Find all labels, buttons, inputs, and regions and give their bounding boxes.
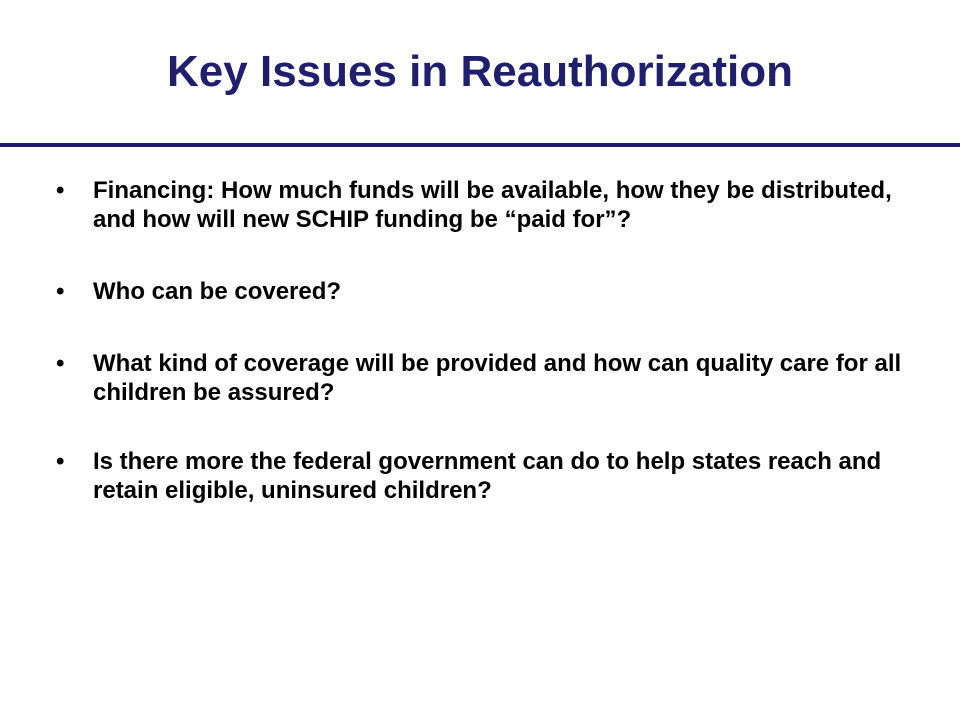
bullet-item-coverage-eligibility [56, 277, 906, 306]
bullet-icon: • [56, 177, 65, 204]
bullet-item-federal-role [56, 447, 906, 505]
bullet-text: Financing: How much funds will be available, how they be distributed, and how will new SCHIP funding be “paid for”? [93, 177, 892, 233]
bullet-item-financing [56, 176, 906, 234]
bullet-text: Who can be covered? [93, 278, 342, 305]
bullet-icon: • [56, 350, 65, 377]
slide-title: Key Issues in Reauthorization [167, 47, 793, 96]
bullet-icon: • [56, 448, 65, 475]
bullet-item-coverage-quality [56, 349, 906, 407]
bullet-text: What kind of coverage will be provided and how can quality care for all children be assured? [93, 350, 902, 406]
title-divider [0, 143, 960, 147]
bullet-icon: • [56, 278, 65, 305]
bullet-list [56, 176, 906, 505]
bullet-text: Is there more the federal government can do to help states reach and retain eligible, uninsured children? [93, 448, 882, 504]
